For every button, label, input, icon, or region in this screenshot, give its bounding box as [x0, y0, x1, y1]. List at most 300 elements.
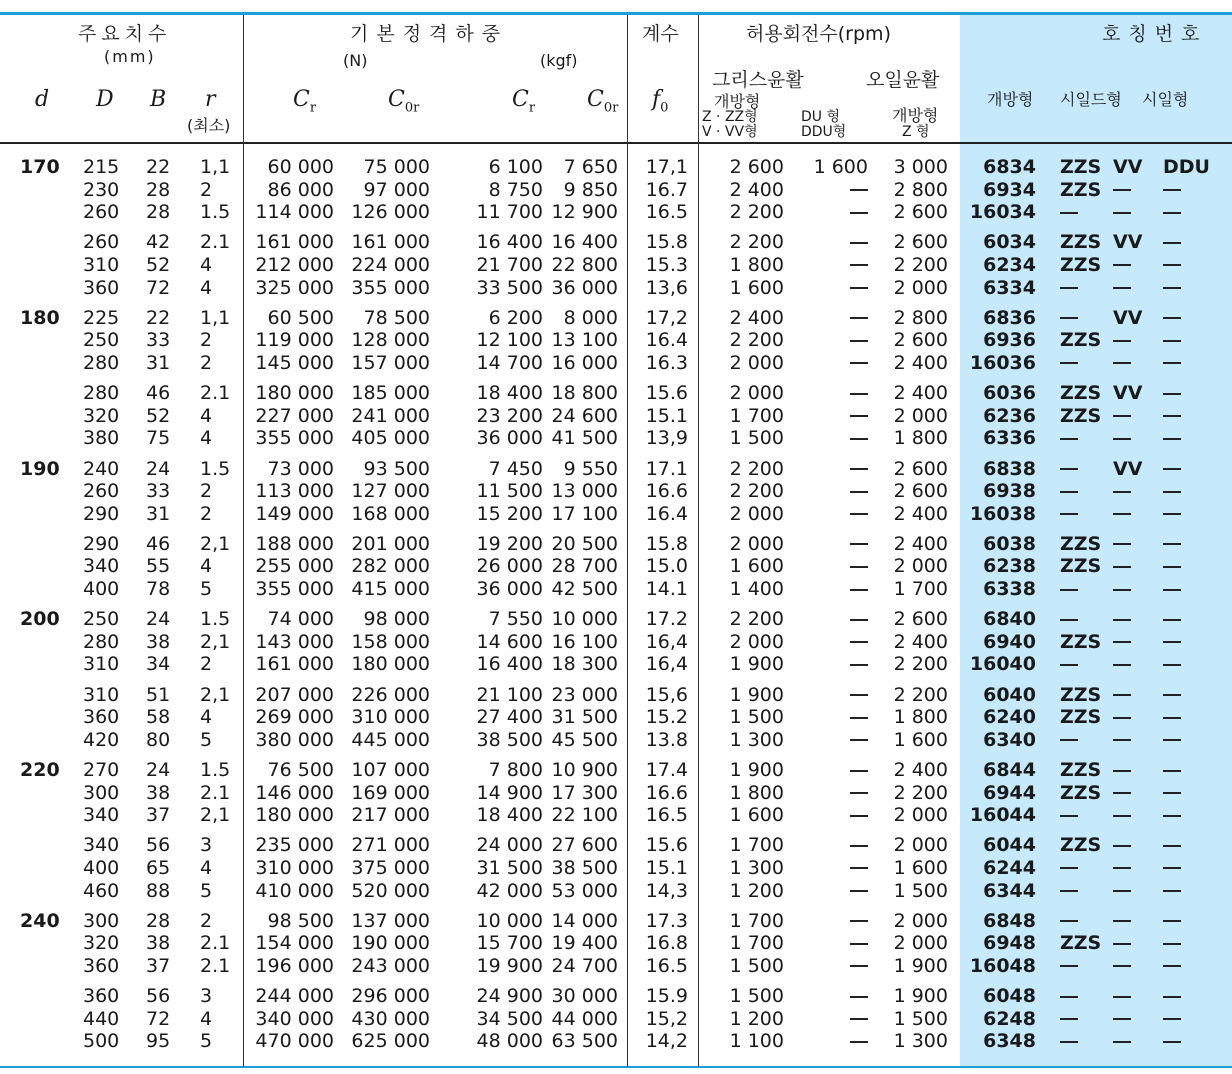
cell-width-b: 37: [146, 954, 171, 977]
oil-sub2: Z 형: [902, 124, 930, 140]
table-row: [0, 382, 1232, 405]
cell-c0r-kgf: 28 700: [551, 555, 618, 578]
cell-cr-n: 161 000: [255, 653, 334, 676]
cell-factor-f0: 16.4: [645, 329, 688, 352]
cell-designation-shield: ZZS: [1060, 834, 1102, 857]
cell-designation-seal: [1163, 804, 1181, 826]
cell-outer-diameter: 240: [83, 457, 120, 480]
cell-c0r-n: 520 000: [351, 879, 430, 902]
dash-mark: [850, 491, 868, 493]
cell-cr-n: 86 000: [267, 178, 334, 201]
cell-width-b: 28: [146, 201, 171, 224]
col-b-header: B: [150, 87, 167, 112]
dash-mark: [1113, 641, 1131, 643]
cell-width-b: 55: [146, 555, 171, 578]
cell-c0r-kgf: 12 900: [551, 201, 618, 224]
cell-c0r-n: 185 000: [351, 382, 430, 405]
cell-outer-diameter: 310: [83, 253, 120, 276]
cell-grease-du-speed: [850, 254, 868, 276]
cell-oil-speed: 1 500: [893, 879, 948, 902]
cell-cr-n: 98 500: [267, 909, 334, 932]
cell-chamfer-r: 2,1: [200, 630, 231, 653]
cell-chamfer-r: 4: [200, 276, 213, 299]
dash-mark: [850, 264, 868, 266]
dash-mark: [1113, 1041, 1131, 1043]
cell-c0r-kgf: 10 900: [551, 759, 618, 781]
desig-shield-label: 시일드형: [1060, 90, 1122, 109]
table-row: [0, 653, 1232, 676]
cell-c0r-n: 169 000: [351, 781, 430, 804]
dash-mark: [1113, 867, 1131, 869]
cell-grease-open-speed: 1 200: [729, 879, 784, 902]
cell-factor-f0: 14,3: [645, 879, 688, 902]
cell-designation-vv: [1113, 759, 1131, 781]
dash-mark: [1113, 739, 1131, 741]
cell-grease-du-speed: [850, 427, 868, 449]
cell-factor-f0: 16,4: [645, 653, 688, 676]
cell-c0r-kgf: 14 000: [551, 909, 618, 932]
oil-sub1: 개방형: [892, 106, 939, 125]
cell-factor-f0: 15.6: [645, 834, 688, 857]
unit-n: (N): [343, 51, 368, 70]
table-row: [0, 880, 1232, 903]
cell-designation-shield: [1060, 458, 1078, 480]
cell-grease-open-speed: 2 200: [729, 231, 784, 254]
cell-outer-diameter: 300: [83, 781, 120, 804]
cell-outer-diameter: 360: [83, 706, 120, 729]
cell-oil-speed: 2 200: [893, 683, 948, 706]
cell-chamfer-r: 2: [200, 909, 213, 932]
cell-chamfer-r: 1.5: [200, 759, 231, 781]
cell-grease-open-speed: 1 200: [729, 1007, 784, 1030]
cell-grease-du-speed: [850, 653, 868, 675]
cell-outer-diameter: 215: [83, 156, 120, 178]
cell-designation-seal: [1163, 405, 1181, 427]
cell-chamfer-r: 1.5: [200, 457, 231, 480]
dash-mark: [850, 543, 868, 545]
cell-width-b: 80: [146, 728, 171, 751]
cell-cr-kgf: 15 700: [476, 932, 543, 955]
cell-grease-open-speed: 2 000: [729, 630, 784, 653]
cell-cr-n: 154 000: [255, 932, 334, 955]
dash-mark: [850, 566, 868, 568]
dash-mark: [850, 438, 868, 440]
cell-chamfer-r: 2.1: [200, 231, 231, 254]
cell-c0r-kgf: 19 400: [551, 932, 618, 955]
cell-designation-open: 6334: [983, 276, 1036, 299]
cell-oil-speed: 1 600: [893, 856, 948, 879]
cell-chamfer-r: 2: [200, 351, 213, 374]
cell-c0r-kgf: 9 550: [563, 457, 618, 480]
cell-designation-seal: [1163, 201, 1181, 223]
cell-factor-f0: 15.8: [645, 231, 688, 254]
cell-designation-vv: [1113, 179, 1131, 201]
cell-factor-f0: 15.6: [645, 382, 688, 405]
cell-factor-f0: 16.6: [645, 781, 688, 804]
dash-mark: [1060, 619, 1078, 621]
cell-outer-diameter: 400: [83, 578, 120, 601]
cell-cr-kgf: 11 700: [476, 201, 543, 224]
cell-cr-n: 113 000: [255, 480, 334, 503]
cell-width-b: 78: [146, 578, 171, 601]
cell-outer-diameter: 360: [83, 954, 120, 977]
cell-grease-open-speed: 2 000: [729, 351, 784, 374]
cell-c0r-kgf: 16 000: [551, 351, 618, 374]
dash-mark: [1060, 513, 1078, 515]
cell-cr-n: 269 000: [255, 706, 334, 729]
cell-grease-open-speed: 1 700: [729, 404, 784, 427]
cell-cr-kgf: 36 000: [476, 578, 543, 601]
cell-factor-f0: 16.6: [645, 480, 688, 503]
cell-grease-du-speed: [850, 706, 868, 728]
cell-chamfer-r: 4: [200, 253, 213, 276]
cell-grease-du-speed: [850, 329, 868, 351]
cell-grease-du-speed: [850, 231, 868, 253]
cell-designation-vv: [1113, 631, 1131, 653]
dash-mark: [1163, 996, 1181, 998]
dash-mark: [1113, 287, 1131, 289]
cell-width-b: 51: [146, 683, 171, 706]
cell-grease-du-speed: [850, 759, 868, 781]
cell-c0r-n: 180 000: [351, 653, 430, 676]
dash-mark: [1113, 264, 1131, 266]
dash-mark: [850, 362, 868, 364]
cell-chamfer-r: 1,1: [200, 306, 231, 329]
dash-mark: [850, 717, 868, 719]
dash-mark: [1113, 589, 1131, 591]
cell-factor-f0: 17,2: [645, 306, 688, 329]
dash-mark: [1060, 996, 1078, 998]
table-row: [0, 985, 1232, 1008]
cell-c0r-kgf: 22 800: [551, 253, 618, 276]
du-sub2: DDU형: [801, 124, 847, 140]
cell-c0r-kgf: 42 500: [551, 578, 618, 601]
cell-chamfer-r: 4: [200, 427, 213, 450]
cell-cr-n: 325 000: [255, 276, 334, 299]
dash-mark: [850, 890, 868, 892]
cell-designation-vv: [1113, 533, 1131, 555]
cell-outer-diameter: 250: [83, 608, 120, 631]
cell-width-b: 38: [146, 932, 171, 955]
cell-oil-speed: 3 000: [893, 156, 948, 178]
cell-grease-du-speed: [850, 405, 868, 427]
cell-oil-speed: 2 000: [893, 909, 948, 932]
cell-width-b: 56: [146, 834, 171, 857]
cell-chamfer-r: 2: [200, 480, 213, 503]
cell-c0r-n: 310 000: [351, 706, 430, 729]
cell-designation-vv: VV: [1113, 382, 1143, 405]
table-row: [0, 578, 1232, 601]
cell-designation-shield: [1060, 729, 1078, 751]
cell-oil-speed: 2 200: [893, 781, 948, 804]
cell-c0r-kgf: 53 000: [551, 879, 618, 902]
cell-c0r-kgf: 44 000: [551, 1007, 618, 1030]
cell-designation-open: 6838: [983, 457, 1036, 480]
cell-grease-du-speed: [850, 955, 868, 977]
cell-factor-f0: 13.8: [645, 728, 688, 751]
cell-grease-du-speed: [850, 1030, 868, 1052]
dash-mark: [1163, 943, 1181, 945]
cell-oil-speed: 2 000: [893, 276, 948, 299]
cell-grease-open-speed: 1 300: [729, 856, 784, 879]
dash-mark: [850, 845, 868, 847]
cell-designation-seal: [1163, 1030, 1181, 1052]
cell-c0r-n: 271 000: [351, 834, 430, 857]
cell-grease-open-speed: 2 000: [729, 532, 784, 555]
cell-designation-open: 6038: [983, 532, 1036, 555]
dash-mark: [1060, 664, 1078, 666]
cell-designation-open: 6848: [983, 909, 1036, 932]
cell-c0r-kgf: 20 500: [551, 532, 618, 555]
cell-c0r-n: 107 000: [351, 759, 430, 781]
cell-cr-kgf: 31 500: [476, 856, 543, 879]
cell-designation-shield: [1060, 653, 1078, 675]
cell-designation-shield: [1060, 578, 1078, 600]
cell-cr-kgf: 7 800: [488, 759, 543, 781]
dash-mark: [1113, 694, 1131, 696]
cell-width-b: 42: [146, 231, 171, 254]
cell-designation-seal: [1163, 653, 1181, 675]
cell-c0r-n: 415 000: [351, 578, 430, 601]
cell-designation-shield: [1060, 1008, 1078, 1030]
cell-designation-seal: [1163, 427, 1181, 449]
cell-c0r-n: 355 000: [351, 276, 430, 299]
cell-designation-shield: ZZS: [1060, 253, 1102, 276]
cell-bore-d: 190: [20, 457, 60, 480]
cell-grease-du-speed: [850, 631, 868, 653]
cell-cr-kgf: 33 500: [476, 276, 543, 299]
cell-grease-open-speed: 2 000: [729, 382, 784, 405]
cell-factor-f0: 15.1: [645, 856, 688, 879]
cell-c0r-kgf: 13 000: [551, 480, 618, 503]
cell-designation-vv: VV: [1113, 306, 1143, 329]
dash-mark: [1163, 845, 1181, 847]
dash-mark: [1060, 438, 1078, 440]
cell-oil-speed: 2 400: [893, 502, 948, 525]
table-row: [0, 608, 1232, 631]
cell-cr-kgf: 8 750: [488, 178, 543, 201]
cell-outer-diameter: 400: [83, 856, 120, 879]
cell-designation-open: 6244: [983, 856, 1036, 879]
cell-designation-vv: [1113, 480, 1131, 502]
cell-outer-diameter: 290: [83, 502, 120, 525]
cell-c0r-kgf: 30 000: [551, 985, 618, 1008]
dash-mark: [1060, 212, 1078, 214]
cell-c0r-kgf: 27 600: [551, 834, 618, 857]
cell-width-b: 31: [146, 351, 171, 374]
cell-c0r-kgf: 17 300: [551, 781, 618, 804]
cell-designation-open: 6336: [983, 427, 1036, 450]
dash-mark: [850, 943, 868, 945]
dash-mark: [1060, 1018, 1078, 1020]
cell-cr-n: 410 000: [255, 879, 334, 902]
cell-grease-du-speed: [850, 458, 868, 480]
table-row: [0, 201, 1232, 224]
cell-designation-shield: ZZS: [1060, 781, 1102, 804]
dash-mark: [1113, 920, 1131, 922]
cell-cr-n: 255 000: [255, 555, 334, 578]
cell-cr-n: 149 000: [255, 502, 334, 525]
dash-mark: [1113, 890, 1131, 892]
cell-grease-open-speed: 1 600: [729, 804, 784, 827]
cell-oil-speed: 1 800: [893, 706, 948, 729]
cell-cr-n: 340 000: [255, 1007, 334, 1030]
cell-cr-kgf: 16 400: [476, 231, 543, 254]
cell-width-b: 24: [146, 457, 171, 480]
cell-c0r-kgf: 38 500: [551, 856, 618, 879]
cell-chamfer-r: 2,1: [200, 532, 231, 555]
dash-mark: [1163, 589, 1181, 591]
table-row: [0, 684, 1232, 707]
cell-c0r-kgf: 17 100: [551, 502, 618, 525]
dash-mark: [1163, 340, 1181, 342]
cell-designation-vv: [1113, 880, 1131, 902]
cell-chamfer-r: 4: [200, 1007, 213, 1030]
cell-grease-open-speed: 2 200: [729, 201, 784, 224]
cell-chamfer-r: 3: [200, 985, 213, 1008]
cell-grease-du-speed: [850, 533, 868, 555]
cell-grease-open-speed: 1 500: [729, 985, 784, 1008]
dash-mark: [1113, 619, 1131, 621]
cell-chamfer-r: 2.1: [200, 932, 231, 955]
cell-cr-n: 310 000: [255, 856, 334, 879]
cell-factor-f0: 14.1: [645, 578, 688, 601]
cell-cr-kgf: 15 200: [476, 502, 543, 525]
dash-mark: [1163, 867, 1181, 869]
cell-cr-n: 244 000: [255, 985, 334, 1008]
cell-grease-du-speed: [850, 503, 868, 525]
cell-factor-f0: 15.1: [645, 404, 688, 427]
cell-designation-open: 6040: [983, 683, 1036, 706]
cell-designation-vv: [1113, 608, 1131, 630]
cell-grease-open-speed: 1 500: [729, 706, 784, 729]
cell-oil-speed: 2 000: [893, 932, 948, 955]
cell-designation-shield: [1060, 352, 1078, 374]
table-row: [0, 427, 1232, 450]
cell-c0r-kgf: 16 400: [551, 231, 618, 254]
cell-factor-f0: 13,6: [645, 276, 688, 299]
cell-factor-f0: 16.4: [645, 502, 688, 525]
cell-cr-kgf: 21 700: [476, 253, 543, 276]
cell-designation-seal: [1163, 179, 1181, 201]
cell-designation-shield: ZZS: [1060, 329, 1102, 352]
dash-mark: [1163, 189, 1181, 191]
cell-grease-du-speed: [850, 729, 868, 751]
cell-chamfer-r: 2.1: [200, 382, 231, 405]
cell-grease-open-speed: 1 900: [729, 759, 784, 781]
cell-chamfer-r: 4: [200, 555, 213, 578]
cell-grease-open-speed: 2 200: [729, 329, 784, 352]
cell-cr-kgf: 18 400: [476, 382, 543, 405]
table-row: [0, 480, 1232, 503]
dash-mark: [1113, 717, 1131, 719]
cell-designation-vv: [1113, 555, 1131, 577]
dash-mark: [1163, 468, 1181, 470]
cell-c0r-n: 128 000: [351, 329, 430, 352]
dash-mark: [1163, 513, 1181, 515]
cell-width-b: 33: [146, 329, 171, 352]
cell-outer-diameter: 260: [83, 231, 120, 254]
cell-chamfer-r: 4: [200, 404, 213, 427]
table-row: [0, 307, 1232, 330]
cell-cr-kgf: 42 000: [476, 879, 543, 902]
cell-oil-speed: 2 000: [893, 404, 948, 427]
cell-designation-open: 6844: [983, 759, 1036, 781]
cell-c0r-kgf: 18 800: [551, 382, 618, 405]
cell-grease-du-speed: [850, 480, 868, 502]
table-row: [0, 782, 1232, 805]
dash-mark: [1163, 287, 1181, 289]
dash-mark: [850, 1018, 868, 1020]
dash-mark: [1163, 264, 1181, 266]
cell-oil-speed: 2 800: [893, 178, 948, 201]
cell-outer-diameter: 360: [83, 276, 120, 299]
cell-grease-du-speed: [850, 985, 868, 1007]
cell-factor-f0: 17.3: [645, 909, 688, 932]
dash-mark: [1163, 739, 1181, 741]
cell-cr-n: 60 500: [267, 306, 334, 329]
cell-cr-kgf: 21 100: [476, 683, 543, 706]
cell-designation-open: 16044: [969, 804, 1036, 827]
cell-designation-vv: [1113, 729, 1131, 751]
desig-seal-label: 시일형: [1142, 90, 1189, 109]
main-dims-unit: (mm): [104, 47, 156, 66]
cell-cr-kgf: 7 450: [488, 457, 543, 480]
cell-designation-seal: [1163, 782, 1181, 804]
dash-mark: [1163, 543, 1181, 545]
cell-outer-diameter: 420: [83, 728, 120, 751]
header-rule: [0, 142, 1232, 144]
cell-grease-du-speed: [850, 834, 868, 856]
cell-designation-shield: ZZS: [1060, 683, 1102, 706]
dash-mark: [850, 996, 868, 998]
cell-oil-speed: 2 600: [893, 231, 948, 254]
cell-cr-n: 196 000: [255, 954, 334, 977]
cell-outer-diameter: 320: [83, 932, 120, 955]
cell-cr-n: 114 000: [255, 201, 334, 224]
cell-designation-shield: [1060, 880, 1078, 902]
dash-mark: [850, 513, 868, 515]
cell-c0r-n: 127 000: [351, 480, 430, 503]
cell-oil-speed: 2 400: [893, 630, 948, 653]
cell-designation-seal: [1163, 1008, 1181, 1030]
cell-factor-f0: 15.9: [645, 985, 688, 1008]
dash-mark: [850, 189, 868, 191]
cell-designation-vv: [1113, 329, 1131, 351]
cell-outer-diameter: 260: [83, 201, 120, 224]
cell-c0r-n: 296 000: [351, 985, 430, 1008]
cell-outer-diameter: 310: [83, 653, 120, 676]
cell-designation-shield: [1060, 985, 1078, 1007]
cell-c0r-n: 430 000: [351, 1007, 430, 1030]
cell-cr-kgf: 7 550: [488, 608, 543, 631]
table-row: [0, 631, 1232, 654]
col-outer-d-header: D: [96, 87, 114, 112]
cell-chamfer-r: 1.5: [200, 201, 231, 224]
cell-cr-kgf: 14 700: [476, 351, 543, 374]
dash-mark: [1163, 664, 1181, 666]
cell-c0r-n: 75 000: [363, 156, 430, 178]
cell-grease-open-speed: 1 700: [729, 834, 784, 857]
cell-oil-speed: 1 500: [893, 1007, 948, 1030]
cell-grease-open-speed: 1 800: [729, 781, 784, 804]
cell-grease-du-speed: 1 600: [813, 156, 868, 178]
cell-chamfer-r: 2,1: [200, 804, 231, 827]
cell-c0r-kgf: 24 600: [551, 404, 618, 427]
cell-cr-kgf: 10 000: [476, 909, 543, 932]
dash-mark: [850, 589, 868, 591]
cell-c0r-n: 137 000: [351, 909, 430, 932]
